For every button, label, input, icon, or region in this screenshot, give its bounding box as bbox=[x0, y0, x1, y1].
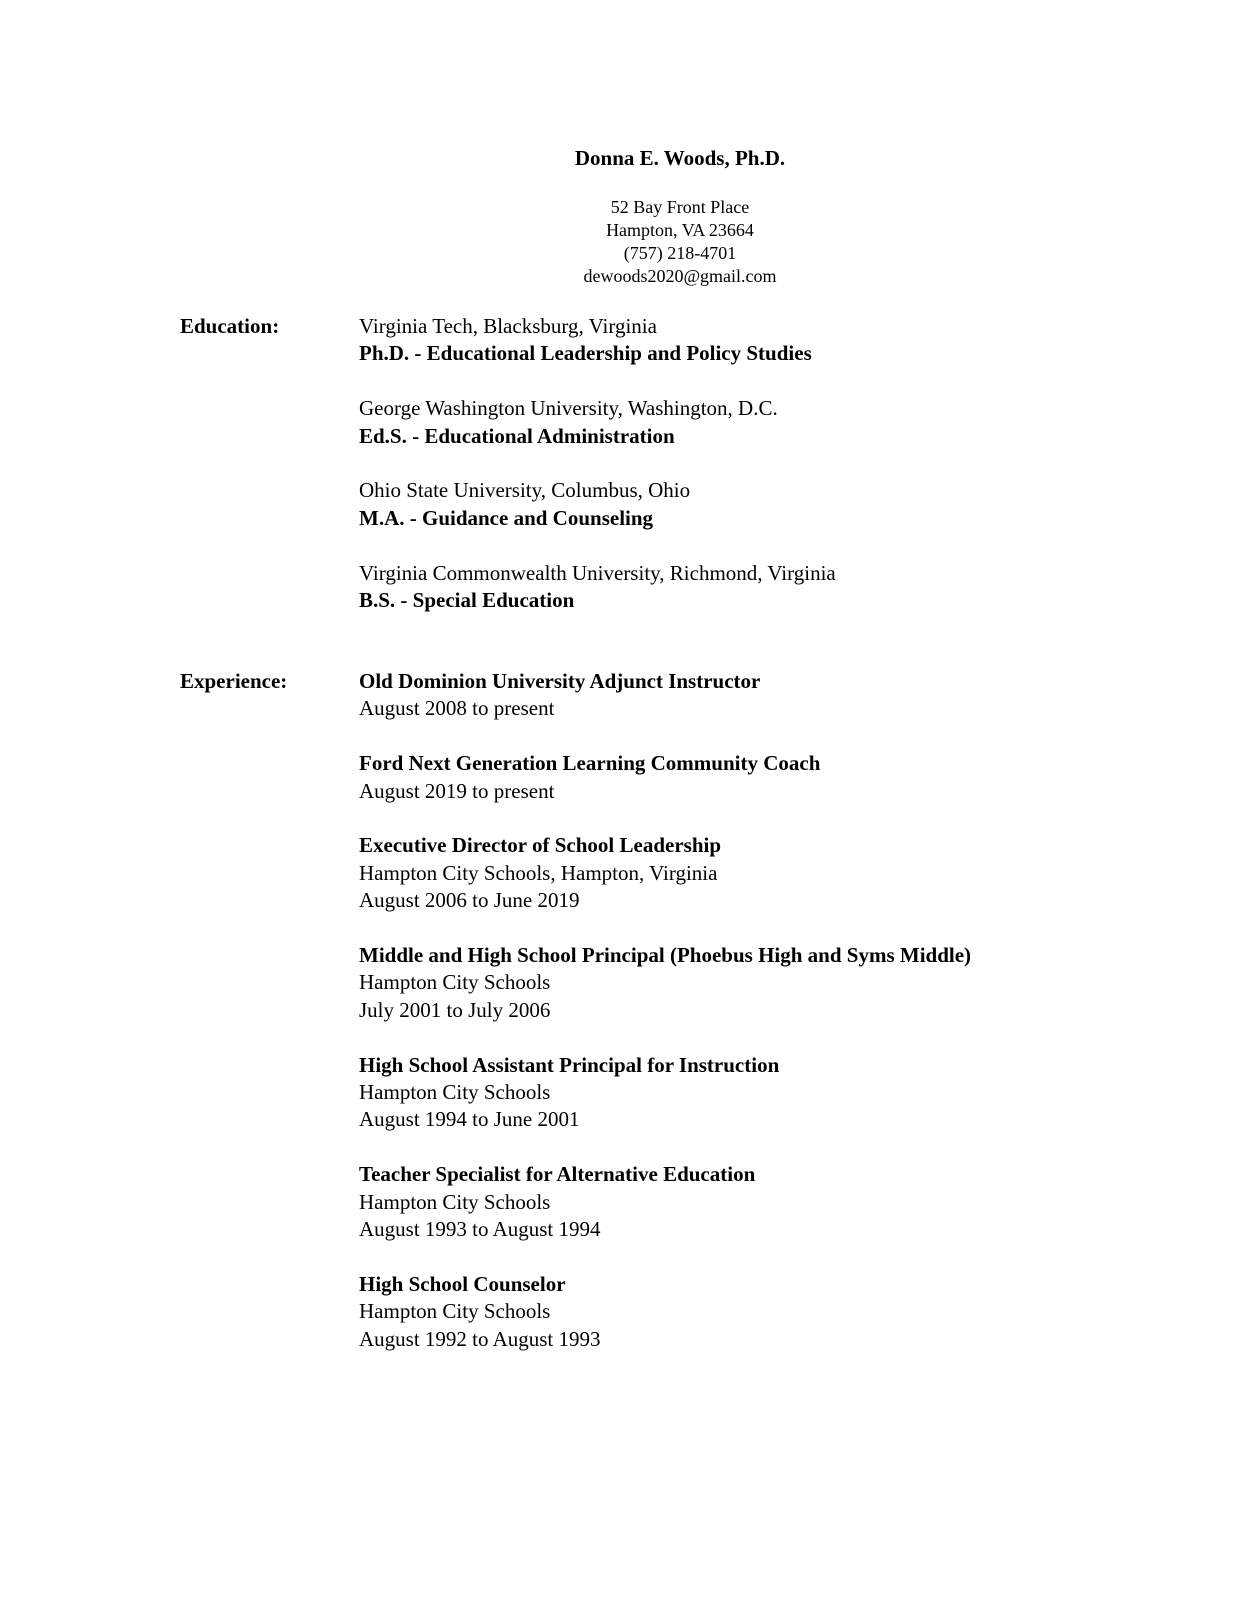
degree: M.A. - Guidance and Counseling bbox=[359, 505, 654, 530]
experience-entry bbox=[359, 1052, 971, 1134]
experience-list bbox=[359, 668, 971, 1353]
job-dates: August 2019 to present bbox=[359, 778, 555, 803]
job-dates: July 2001 to July 2006 bbox=[359, 997, 551, 1022]
resume-name: Donna E. Woods, Ph.D. bbox=[574, 146, 786, 170]
address-line-1: 52 Bay Front Place bbox=[610, 197, 750, 217]
job-dates: August 1992 to August 1993 bbox=[359, 1326, 601, 1351]
education-label: Education: bbox=[180, 314, 280, 338]
job-title: Middle and High School Principal (Phoebus High and Syms Middle) bbox=[359, 943, 972, 968]
degree: Ph.D. - Educational Leadership and Policy Studies bbox=[359, 341, 812, 366]
job-organization: Hampton City Schools bbox=[359, 1080, 551, 1105]
education-list bbox=[359, 313, 836, 614]
school-name: Virginia Commonwealth University, Richmond, Virginia bbox=[359, 560, 836, 585]
experience-entry bbox=[359, 1161, 971, 1243]
email-address: dewoods2020@gmail.com bbox=[583, 266, 777, 286]
job-dates: August 2008 to present bbox=[359, 696, 555, 721]
school-name: George Washington University, Washington, D.C. bbox=[359, 396, 778, 421]
education-entry bbox=[359, 395, 836, 450]
contact-block bbox=[0, 196, 1237, 288]
experience-label: Experience: bbox=[180, 669, 288, 693]
address-line-2: Hampton, VA 23664 bbox=[606, 220, 754, 240]
experience-entry bbox=[359, 832, 971, 914]
education-entry bbox=[359, 313, 836, 368]
job-title: Executive Director of School Leadership bbox=[359, 833, 722, 858]
phone-number: (757) 218-4701 bbox=[623, 243, 737, 263]
job-title: High School Assistant Principal for Instruction bbox=[359, 1052, 780, 1077]
job-organization: Hampton City Schools, Hampton, Virginia bbox=[359, 860, 718, 885]
job-dates: August 1994 to June 2001 bbox=[359, 1107, 580, 1132]
experience-entry bbox=[359, 1271, 971, 1353]
school-name: Ohio State University, Columbus, Ohio bbox=[359, 478, 691, 503]
job-dates: August 1993 to August 1994 bbox=[359, 1217, 601, 1242]
experience-entry bbox=[359, 942, 971, 1024]
school-name: Virginia Tech, Blacksburg, Virginia bbox=[359, 314, 657, 338]
job-title: Ford Next Generation Learning Community Coach bbox=[359, 751, 821, 776]
job-organization: Hampton City Schools bbox=[359, 970, 551, 995]
education-entry bbox=[359, 477, 836, 532]
job-dates: August 2006 to June 2019 bbox=[359, 888, 580, 913]
degree: B.S. - Special Education bbox=[359, 588, 575, 613]
job-organization: Hampton City Schools bbox=[359, 1189, 551, 1214]
experience-entry bbox=[359, 668, 971, 723]
job-title: High School Counselor bbox=[359, 1271, 566, 1296]
job-title: Old Dominion University Adjunct Instructor bbox=[359, 669, 761, 693]
job-title: Teacher Specialist for Alternative Education bbox=[359, 1162, 756, 1187]
degree: Ed.S. - Educational Administration bbox=[359, 423, 675, 448]
education-entry bbox=[359, 560, 836, 615]
experience-entry bbox=[359, 750, 971, 805]
job-organization: Hampton City Schools bbox=[359, 1299, 551, 1324]
